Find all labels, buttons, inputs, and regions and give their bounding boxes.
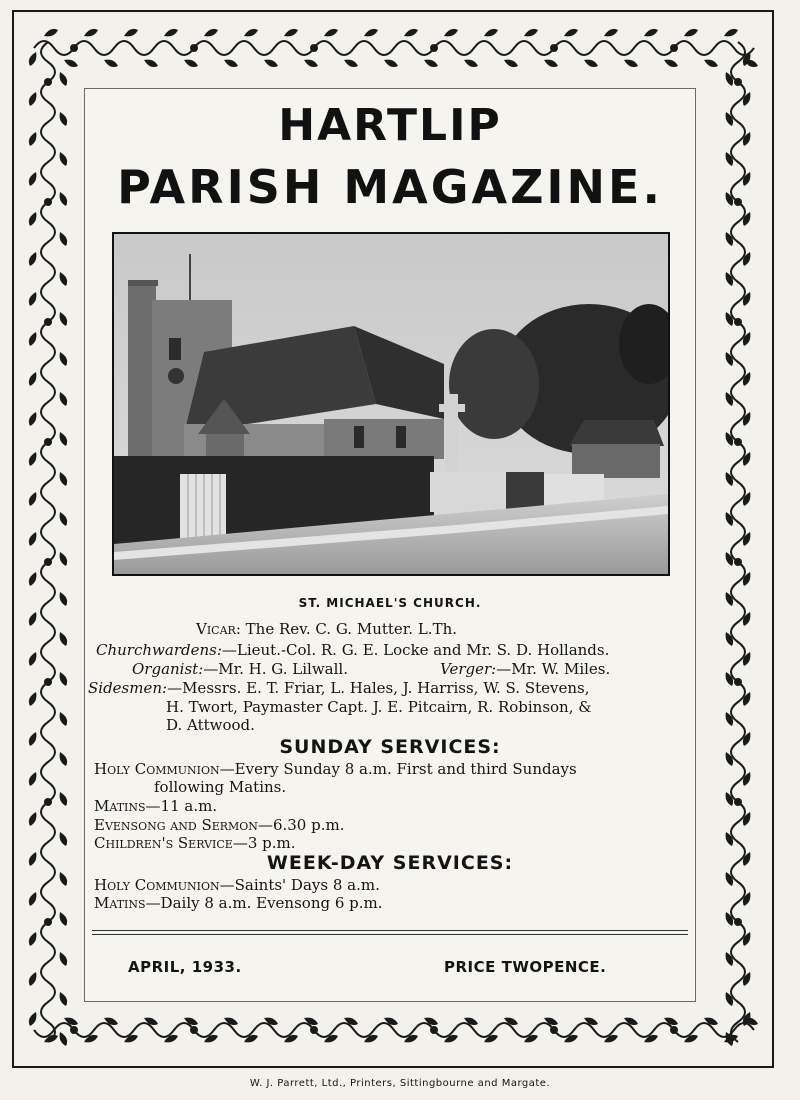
sidesmen-names-1: —Messrs. E. T. Friar, L. Hales, J. Harriss, W. S. Stevens, [167, 679, 590, 697]
photo-caption: ST. MICHAEL'S CHURCH. [298, 596, 482, 610]
vicar-line [196, 620, 457, 638]
divider-rule-1 [92, 930, 688, 931]
divider-rule-2 [92, 934, 688, 935]
sidesmen-line-1 [88, 679, 590, 697]
sunday-services-heading: SUNDAY SERVICES: [279, 736, 501, 758]
sunday-holy-communion-cont: following Matins. [154, 778, 287, 796]
sidesmen-line-3: D. Attwood. [166, 716, 255, 734]
weekday-matins [94, 894, 383, 912]
vicar-name: The Rev. C. G. Mutter. L.Th. [245, 620, 458, 638]
sunday-evensong-label: Evensong and Sermon [94, 816, 258, 834]
weekday-holy-communion [94, 876, 380, 894]
sunday-matins [94, 797, 217, 815]
masthead-line-1: HARTLIP [278, 100, 502, 151]
sunday-holy-communion-label: Holy Communion [94, 760, 220, 778]
sunday-children [94, 834, 296, 852]
weekday-holy-communion-text: —Saints' Days 8 a.m. [219, 876, 380, 894]
organist-label: Organist: [132, 660, 204, 678]
sunday-children-label: Children's Service [94, 834, 233, 852]
churchwardens-names: —Lieut.-Col. R. G. E. Locke and Mr. S. D. Hollands. [221, 641, 610, 659]
printer-credit: W. J. Parrett, Ltd., Printers, Sittingbourne and Margate. [249, 1078, 551, 1089]
weekday-holy-communion-label: Holy Communion [94, 876, 220, 894]
sidesmen-line-2: H. Twort, Paymaster Capt. J. E. Pitcairn, R. Robinson, & [166, 698, 592, 716]
weekday-matins-text: —Daily 8 a.m. Evensong 6 p.m. [145, 894, 383, 912]
church-photo [112, 232, 670, 576]
sidesmen-label: Sidesmen: [88, 679, 168, 697]
sunday-evensong [94, 816, 344, 834]
sunday-matins-label: Matins [94, 797, 146, 815]
weekday-matins-label: Matins [94, 894, 146, 912]
sunday-holy-communion-text: —Every Sunday 8 a.m. First and third Sundays [219, 760, 577, 778]
organist-line [132, 660, 348, 678]
masthead-line-2: PARISH MAGAZINE. [117, 160, 663, 214]
sunday-evensong-text: —6.30 p.m. [257, 816, 345, 834]
sunday-holy-communion [94, 760, 577, 778]
organist-name: —Mr. H. G. Lilwall. [203, 660, 348, 678]
churchwardens-label: Churchwardens: [96, 641, 222, 659]
verger-name: —Mr. W. Miles. [496, 660, 611, 678]
verger-label: Verger: [440, 660, 497, 678]
weekday-services-heading: WEEK-DAY SERVICES: [266, 852, 514, 874]
sunday-children-text: —3 p.m. [232, 834, 296, 852]
issue-date: APRIL, 1933. [128, 958, 242, 976]
verger-line [440, 660, 610, 678]
churchwardens-line [96, 641, 609, 659]
issue-price: PRICE TWOPENCE. [444, 958, 607, 976]
sunday-matins-text: —11 a.m. [145, 797, 218, 815]
vicar-label: Vicar: [196, 620, 241, 638]
